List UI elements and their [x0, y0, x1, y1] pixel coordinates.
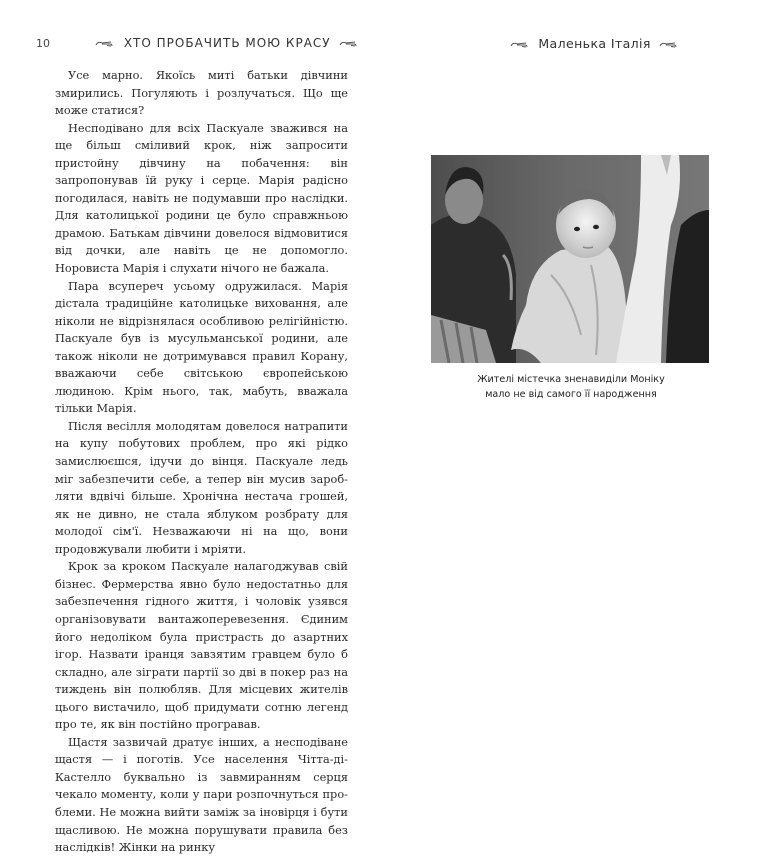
- chapter-title: Маленька Італія: [538, 36, 651, 51]
- running-head-left: [91, 36, 363, 50]
- ornament-icon: [95, 39, 115, 48]
- paragraph: Несподівано для всіх Паскуале зважився на ще більш сміливий крок, ніж запросити пристойну дівчину на побачення: він запропонував їй руку і серце. Марія радісно погодилася, навіть не подумавши про наслідки. Для католицької родини це було справжньою драмою. Батькам дівчини довелося відмовитися від дочки, але навіть це не допомогло. Норовиста Марія і слухати нічого не бажала.: [55, 120, 348, 276]
- page-number: 10: [36, 37, 50, 50]
- paragraph: Усе марно. Якоїсь миті батьки дівчини змирились. Погуляють і розлучаться. Що ще може статися?: [55, 68, 348, 118]
- photo: [431, 155, 709, 363]
- photo-caption: [466, 373, 676, 402]
- paragraph: Щастя зазвичай дратує інших, а несподіване щастя — і поготів. Усе населення Чітта-ді-Кастелло буквально із завмиранням серця чекало моменту, коли у пари розпочнуться проблеми. Не можна вийти заміж за іновірця і бути щасливою. Не можна порушувати правила без наслідків! Жінки на ринку: [55, 734, 348, 855]
- ornament-icon: [339, 39, 359, 48]
- ornament-icon: [659, 40, 679, 49]
- paragraph: Після весілля молодятам довелося натрапити на купу побутових проблем, про які рідко замислюєшся, ідучи до вінця. Паскуале ледь міг забезпечити себе, а тепер він мусив заробляти вдвічі більше. Хронічна нестача грошей, як не дивно, не стала яблуком розбрату для молодої сім'ї. Незважаючи ні на що, вони продовжували любити і мріяти.: [55, 418, 348, 556]
- running-head-right: [506, 36, 683, 51]
- caption-line: мало не від самого її народження: [485, 388, 657, 400]
- photo-illustration: [431, 155, 709, 363]
- ornament-icon: [510, 40, 530, 49]
- caption-line: Жителі містечка зненавиділи Моніку: [477, 374, 665, 385]
- paragraph: Крок за кроком Паскуале налагоджував свій бізнес. Фермерства явно було недостатньо для забезпечення гідного життя, і чоловік узявся організовувати вантажоперевезення. Єдиним його недоліком була пристрасть до азартних ігор. Назвати іранця завзятим гравцем було б складно, але зіграти партії зо дві в покер раз на тиждень він полюбляв. Для місцевих жителів цього вистачило, щоб придумати сотню легенд про те, як він постійно програвав.: [55, 559, 348, 732]
- running-head-title: ХТО ПРОБАЧИТЬ МОЮ КРАСУ: [123, 36, 331, 50]
- paragraph: Пара всупереч усьому одружилася. Марія дістала традиційне католицьке виховання, але ніколи не відрізнялася особливою релігійністю. Паскуале був із мусульманської родини, але також ніколи не дотримувався правил Корану, вважаючи себе світською європейською людиною. Крім нього, так, мабуть, вважала тільки Марія.: [55, 278, 348, 416]
- body-text: [55, 67, 348, 857]
